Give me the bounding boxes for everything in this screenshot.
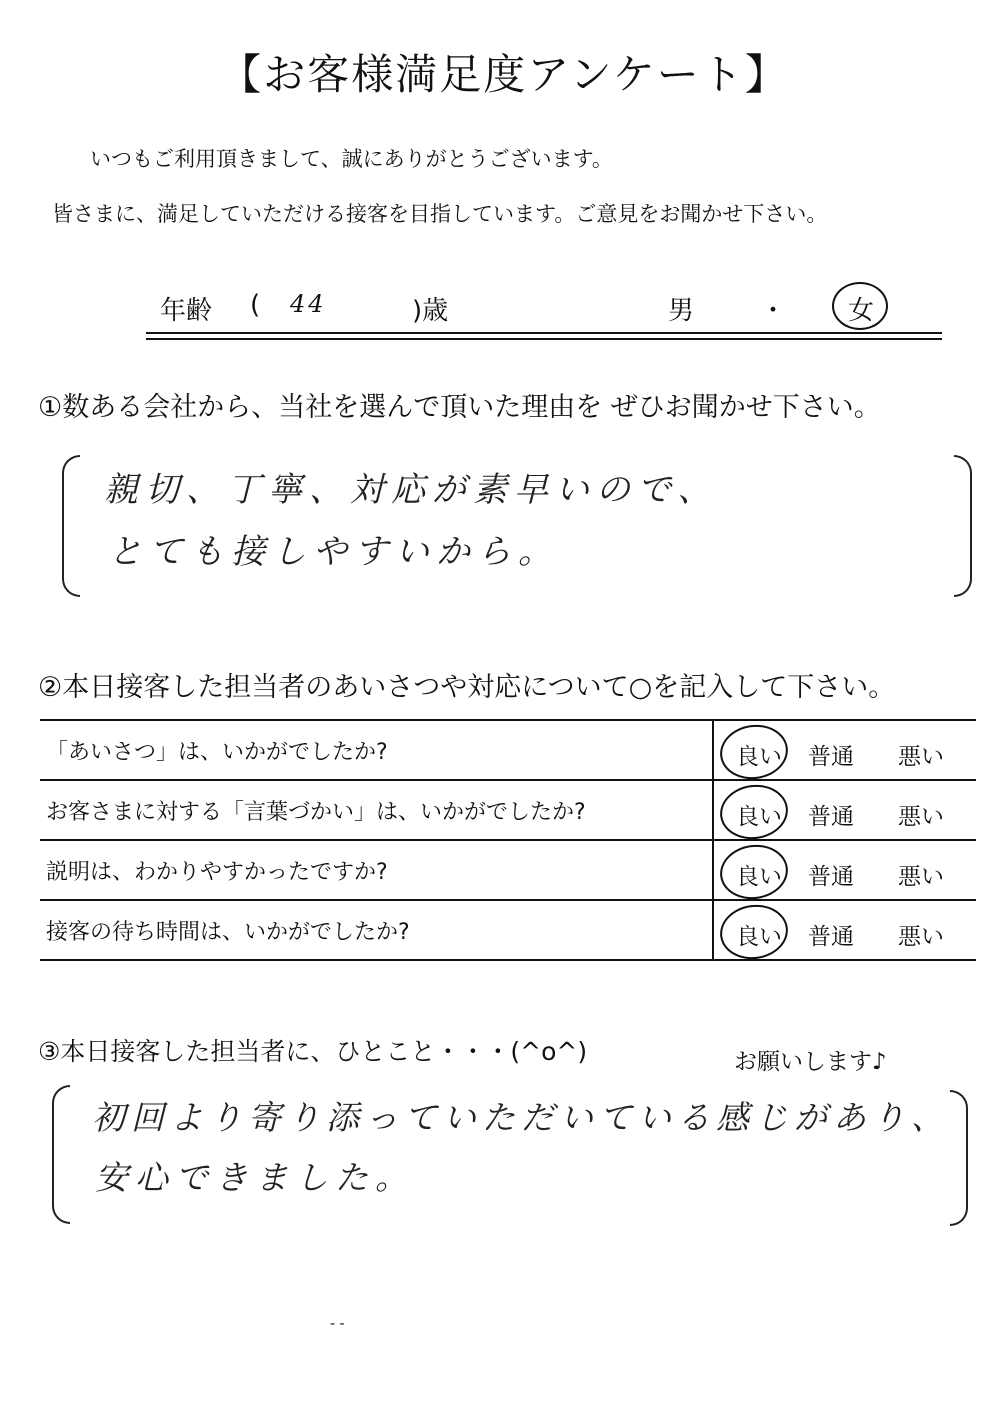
answer-3-bracket-open [52, 1085, 70, 1224]
rating-question: お客さまに対する「言葉づかい」は、いかがでしたか? [40, 780, 713, 840]
rating-option-good[interactable]: 良い [736, 924, 782, 950]
profile-underline-double [146, 338, 942, 340]
answer-3-line-2[interactable]: 安心できました。 [95, 1158, 415, 1197]
question-1-prompt: ①数ある会社から、当社を選んで頂いた理由を ぜひお聞かせ下さい。 [38, 392, 881, 423]
rating-option-normal[interactable]: 普通 [808, 924, 854, 950]
gender-option-female[interactable]: 女 [848, 296, 875, 326]
rating-table [40, 719, 976, 961]
rating-option-bad[interactable]: 悪い [898, 804, 944, 830]
rating-option-normal[interactable]: 普通 [808, 864, 854, 890]
rating-options [713, 840, 976, 900]
age-unit: )歳 [412, 296, 449, 326]
intro-line-1: いつもご利用頂きまして、誠にありがとうございます。 [90, 147, 613, 171]
rating-options [713, 900, 976, 960]
rating-option-good[interactable]: 良い [736, 804, 782, 830]
gender-option-male[interactable]: 男 [668, 296, 695, 326]
rating-option-bad[interactable]: 悪い [898, 864, 944, 890]
answer-1-line-2[interactable]: とても接しやすいから。 [108, 532, 559, 572]
gender-selection-circle [832, 282, 888, 330]
scan-artifact-mark: - - [330, 1316, 345, 1332]
table-row [40, 840, 976, 900]
answer-3-bracket-close [950, 1090, 968, 1226]
answer-1-bracket-close [954, 455, 972, 597]
table-row [40, 900, 976, 960]
answer-1-line-1[interactable]: 親切、丁寧、対応が素早いので、 [104, 470, 719, 510]
question-3-suffix: お願いします♪ [734, 1049, 887, 1075]
question-2-prompt: ②本日接客した担当者のあいさつや対応について○を記入して下さい。 [38, 672, 896, 703]
age-field[interactable]: 44 [290, 290, 327, 318]
table-row [40, 720, 976, 780]
answer-3-line-1[interactable]: 初回より寄り添っていただいている感じがあり、 [92, 1098, 950, 1137]
rating-question: 接客の待ち時間は、いかがでしたか? [40, 900, 713, 960]
intro-line-2: 皆さまに、満足していただける接客を目指しています。ご意見をお聞かせ下さい。 [52, 202, 828, 226]
survey-title: 【お客様満足度アンケート】 [219, 50, 789, 99]
question-3-prompt: ③本日接客した担当者に、ひとこと・・・(^o^) [38, 1037, 588, 1066]
rating-option-normal[interactable]: 普通 [808, 804, 854, 830]
table-row [40, 780, 976, 840]
rating-option-bad[interactable]: 悪い [898, 924, 944, 950]
rating-options [713, 720, 976, 780]
rating-option-good[interactable]: 良い [736, 744, 782, 770]
answer-1-bracket-open [62, 455, 80, 597]
rating-question: 説明は、わかりやすかったですか? [40, 840, 713, 900]
rating-question: 「あいさつ」は、いかがでしたか? [40, 720, 713, 780]
rating-options [713, 780, 976, 840]
rating-option-bad[interactable]: 悪い [898, 744, 944, 770]
age-label: 年齢 [160, 296, 213, 326]
rating-option-good[interactable]: 良い [736, 864, 782, 890]
age-paren-open: ( [250, 290, 261, 320]
profile-underline [146, 332, 942, 334]
rating-option-normal[interactable]: 普通 [808, 744, 854, 770]
gender-separator: ・ [760, 296, 787, 326]
